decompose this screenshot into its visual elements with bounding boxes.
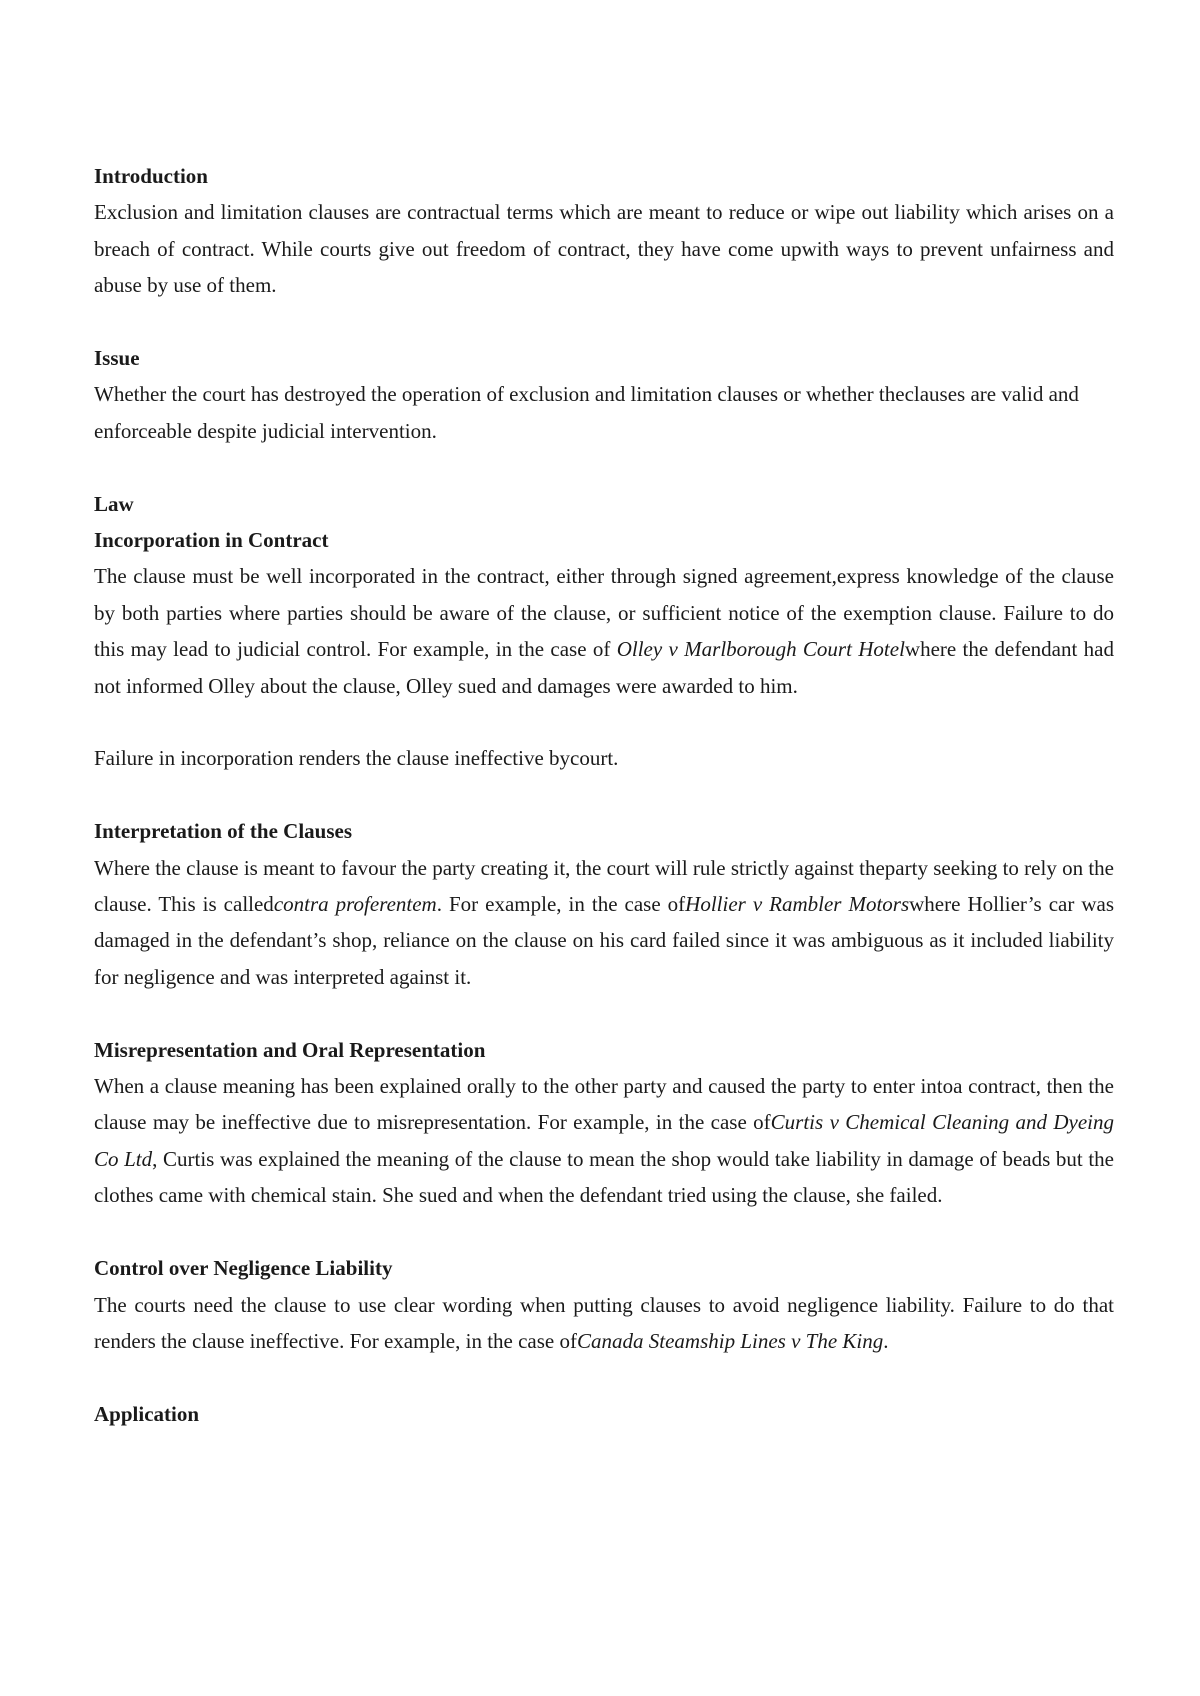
misrepresentation-text-2: , Curtis was explained the meaning of the clause to mean the shop would take liability in damage of beads but the clothes came with chemical stain. She sued and when the defendant tried using the clause, she failed. <box>94 1146 1114 1208</box>
incorporation-text-2: where the defendant had not informed Olley about the clause, Olley sued and damages were awarded to him. <box>94 637 1114 698</box>
paragraph-issue: Whether the court has destroyed the operation of exclusion and limitation clauses or whether theclauses are valid and enforceable despite judicial intervention. <box>94 382 1079 443</box>
negligence-text-1: The courts need the clause to use clear wording when putting clauses to avoid negligence liability. Failure to do that renders the clause ineffective. For example, in the case of <box>94 1292 1114 1353</box>
incorporation-text-1: The clause must be well incorporated in the contract, either through signed agreement,express knowledge of the clause by both parties where parties should be aware of the clause, or sufficient notice of the exemption clause. Failure to do this may lead to judicial control. For example, in the case of <box>94 564 1114 662</box>
case-citation: Curtis v Chemical Cleaning and Dyeing Co Ltd <box>94 1110 1114 1171</box>
spacer <box>94 304 1114 340</box>
case-citation: Hollier v Rambler Motors <box>685 892 910 917</box>
legal-term: contra proferentem <box>273 892 437 917</box>
case-citation: Canada Steamship Lines v The King <box>577 1328 884 1353</box>
interpretation-text-3: where Hollier’s car was damaged in the defendant’s shop, reliance on the clause on his card failed since it was ambiguous as it included liability for negligence and was interpreted against it. <box>94 892 1115 989</box>
heading-misrepresentation: Misrepresentation and Oral Representation <box>94 1037 486 1062</box>
case-citation: Olley v Marlborough Court Hotel <box>616 637 905 662</box>
document-page <box>94 158 1114 1432</box>
spacer <box>94 704 1114 740</box>
interpretation-text-2: . For example, in the case of <box>436 892 686 917</box>
heading-incorporation: Incorporation in Contract <box>94 528 329 553</box>
paragraph-negligence <box>94 1287 1114 1360</box>
paragraph-incorporation <box>94 558 1114 704</box>
heading-issue: Issue <box>94 346 140 371</box>
spacer <box>94 1359 1114 1395</box>
heading-application: Application <box>94 1401 200 1426</box>
spacer <box>94 995 1114 1031</box>
paragraph-incorporation-summary: Failure in incorporation renders the clause ineffective bycourt. <box>94 746 619 771</box>
paragraph-introduction: Exclusion and limitation clauses are contractual terms which are meant to reduce or wipe out liability which arises on a breach of contract. While courts give out freedom of contract, they have come upwith ways to prevent unfairness and abuse by use of them. <box>94 200 1114 298</box>
spacer <box>94 777 1114 813</box>
paragraph-interpretation <box>94 850 1114 996</box>
interpretation-text-1: Where the clause is meant to favour the party creating it, the court will rule strictly against theparty seeking to rely on the clause. This is called <box>94 855 1114 917</box>
misrepresentation-text-1: When a clause meaning has been explained orally to the other party and caused the party to enter intoa contract, then the clause may be ineffective due to misrepresentation. For example, in the case of <box>94 1074 1114 1135</box>
paragraph-misrepresentation <box>94 1068 1114 1214</box>
heading-introduction: Introduction <box>94 164 208 188</box>
spacer <box>94 449 1114 485</box>
spacer <box>94 1214 1114 1250</box>
heading-negligence: Control over Negligence Liability <box>94 1256 393 1281</box>
heading-interpretation: Interpretation of the Clauses <box>94 819 353 844</box>
heading-law: Law <box>94 491 134 516</box>
negligence-text-2: . <box>883 1328 889 1353</box>
